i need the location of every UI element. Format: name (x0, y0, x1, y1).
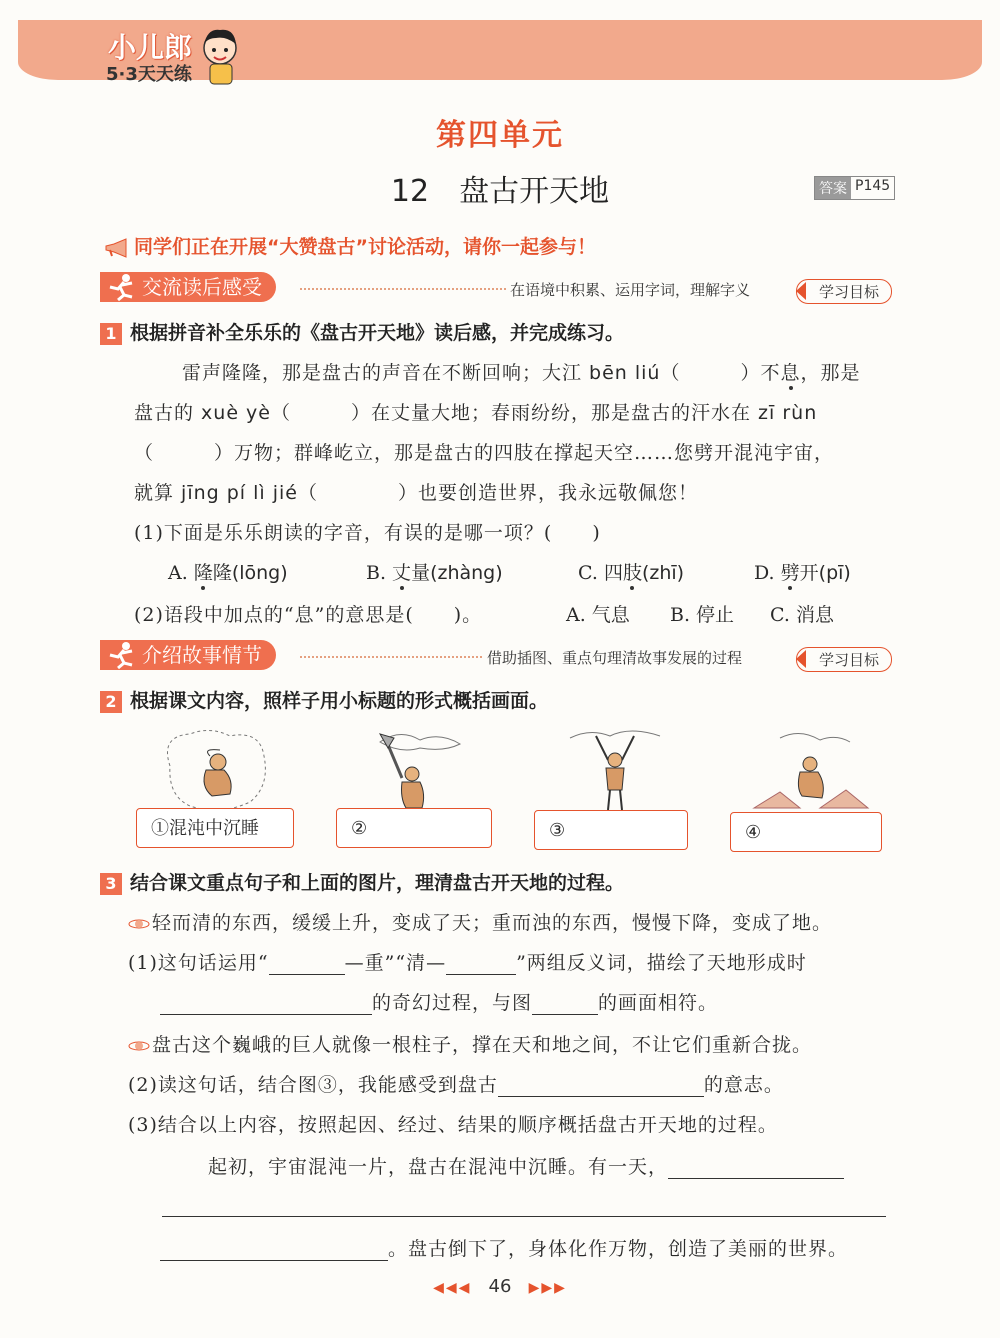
mascot-icon (196, 26, 244, 86)
answer-blank[interactable] (498, 1096, 704, 1097)
option-a[interactable]: A. 隆隆(lōng) (168, 562, 288, 584)
option-2a[interactable]: A. 气息 (566, 604, 630, 626)
section-header-1 (100, 272, 276, 302)
sub-question-1: (1)下面是乐乐朗读的字音，有误的是哪一项？( ) (134, 522, 601, 544)
key-sentence-1: 轻而清的东西，缓缓上升，变成了天；重而浊的东西，慢慢下降，变成了地。 (128, 908, 832, 935)
goal-text-1: 在语境中积累、运用字词，理解字义 (510, 281, 751, 299)
dotted-char: 息 (780, 362, 801, 384)
caption-box-2[interactable]: ② (336, 808, 492, 848)
divider (300, 656, 482, 658)
sub-question-3-1: (1)这句话运用“ —重”“清— ”两组反义词，描绘了天地形成时 (128, 952, 807, 974)
question-3-prompt: 结合课文重点句子和上面的图片，理清盘古开天地的过程。 (130, 872, 625, 894)
planet-icon (128, 1040, 150, 1052)
passage-line-2: 盘古的 xuè yè（ ）在丈量大地；春雨纷纷，那是盘古的汗水在 zī rùn (134, 402, 818, 424)
lesson-number: 12 (390, 174, 430, 209)
answer-reference[interactable] (814, 176, 895, 200)
question-2 (100, 686, 548, 713)
caption-box-4[interactable]: ④ (730, 812, 882, 852)
key-sentence-2: 盘古这个巍峨的巨人就像一根柱子，撑在天和地之间，不让它们重新合拢。 (128, 1030, 812, 1057)
running-figure-icon (102, 273, 142, 301)
trumpet-icon (104, 238, 130, 258)
section-title-1: 交流读后感受 (142, 275, 262, 299)
running-figure-icon (102, 641, 142, 669)
goal-badge-2: 学习目标 (796, 647, 892, 672)
illustration-standing-pangu (560, 726, 670, 812)
page-number: 46 (488, 1276, 512, 1297)
question-1 (100, 318, 624, 345)
sub-question-2: (2)语段中加点的“息”的意思是( )。 (134, 604, 483, 626)
option-2b[interactable]: B. 停止 (670, 604, 735, 626)
left-arrows-icon: ◀◀◀ (433, 1280, 472, 1296)
caption-box-3[interactable]: ③ (534, 810, 688, 850)
illustration-sleeping-pangu (160, 726, 270, 812)
lesson-name: 盘古开天地 (459, 174, 610, 209)
right-arrows-icon: ▶▶▶ (528, 1280, 567, 1296)
illustration-axe-pangu (350, 728, 480, 814)
answer-page: P145 (855, 178, 891, 194)
option-b[interactable]: B. 丈量(zhàng) (366, 562, 503, 584)
answer-blank[interactable] (668, 1178, 844, 1179)
question-2-prompt: 根据课文内容，照样子用小标题的形式概括画面。 (130, 690, 549, 712)
sub-question-3-1-cont: 的奇幻过程，与图 的画面相符。 (160, 988, 718, 1015)
question-number-3: 3 (100, 873, 122, 895)
goal-badge-1: 学习目标 (796, 279, 892, 304)
option-2c[interactable]: C. 消息 (770, 604, 834, 626)
answer-blank[interactable] (269, 974, 345, 975)
sub-question-3-2: (2)读这句话，结合图③，我能感受到盘古 的意志。 (128, 1074, 784, 1096)
sub-question-3-3: (3)结合以上内容，按照起因、经过、结果的顺序概括盘古开天地的过程。 (128, 1114, 778, 1136)
summary-line-1: 起初，宇宙混沌一片，盘古在混沌中沉睡。有一天， (208, 1152, 844, 1179)
brand-logo: 小儿郎 (108, 31, 193, 64)
intro-text: 同学们正在开展“大赞盘古”讨论活动，请你一起参与！ (134, 236, 596, 258)
question-3 (100, 868, 624, 895)
answer-blank[interactable] (532, 1014, 598, 1015)
passage-line-4: 就算 jīng pí lì jié（ ）也要创造世界，我永远敬佩您！ (134, 482, 698, 504)
unit-title: 第四单元 (436, 118, 564, 153)
page-footer (0, 1276, 1000, 1297)
answer-blank[interactable] (160, 1260, 388, 1261)
planet-icon (128, 918, 150, 930)
activity-intro (104, 232, 596, 259)
goal-text-2: 借助插图、重点句理清故事发展的过程 (487, 649, 743, 667)
option-d[interactable]: D. 劈开(pī) (754, 562, 851, 584)
illustration-kneeling-pangu (750, 728, 870, 814)
passage-line-1: 雷声隆隆，那是盘古的声音在不断回响；大江 bēn liú（ ）不息，那是 (182, 362, 861, 384)
caption-box-1[interactable]: ①混沌中沉睡 (136, 808, 294, 848)
passage-line-3: （ ）万物；群峰屹立，那是盘古的四肢在撑起天空……您劈开混沌宇宙， (134, 442, 835, 464)
divider (300, 288, 506, 290)
question-number-1: 1 (100, 323, 122, 345)
question-1-prompt: 根据拼音补全乐乐的《盘古开天地》读后感，并完成练习。 (130, 322, 625, 344)
option-c[interactable]: C. 四肢(zhī) (578, 562, 685, 584)
brand-subtitle: 5·3天天练 (106, 64, 192, 85)
answer-blank[interactable] (160, 1014, 372, 1015)
answer-line[interactable] (162, 1216, 886, 1217)
answer-blank[interactable] (446, 974, 516, 975)
summary-line-2: 。盘古倒下了，身体化作万物，创造了美丽的世界。 (160, 1234, 848, 1261)
section-title-2: 介绍故事情节 (142, 643, 262, 667)
section-header-2 (100, 640, 276, 670)
question-number-2: 2 (100, 691, 122, 713)
answer-label: 答案 (815, 177, 851, 199)
